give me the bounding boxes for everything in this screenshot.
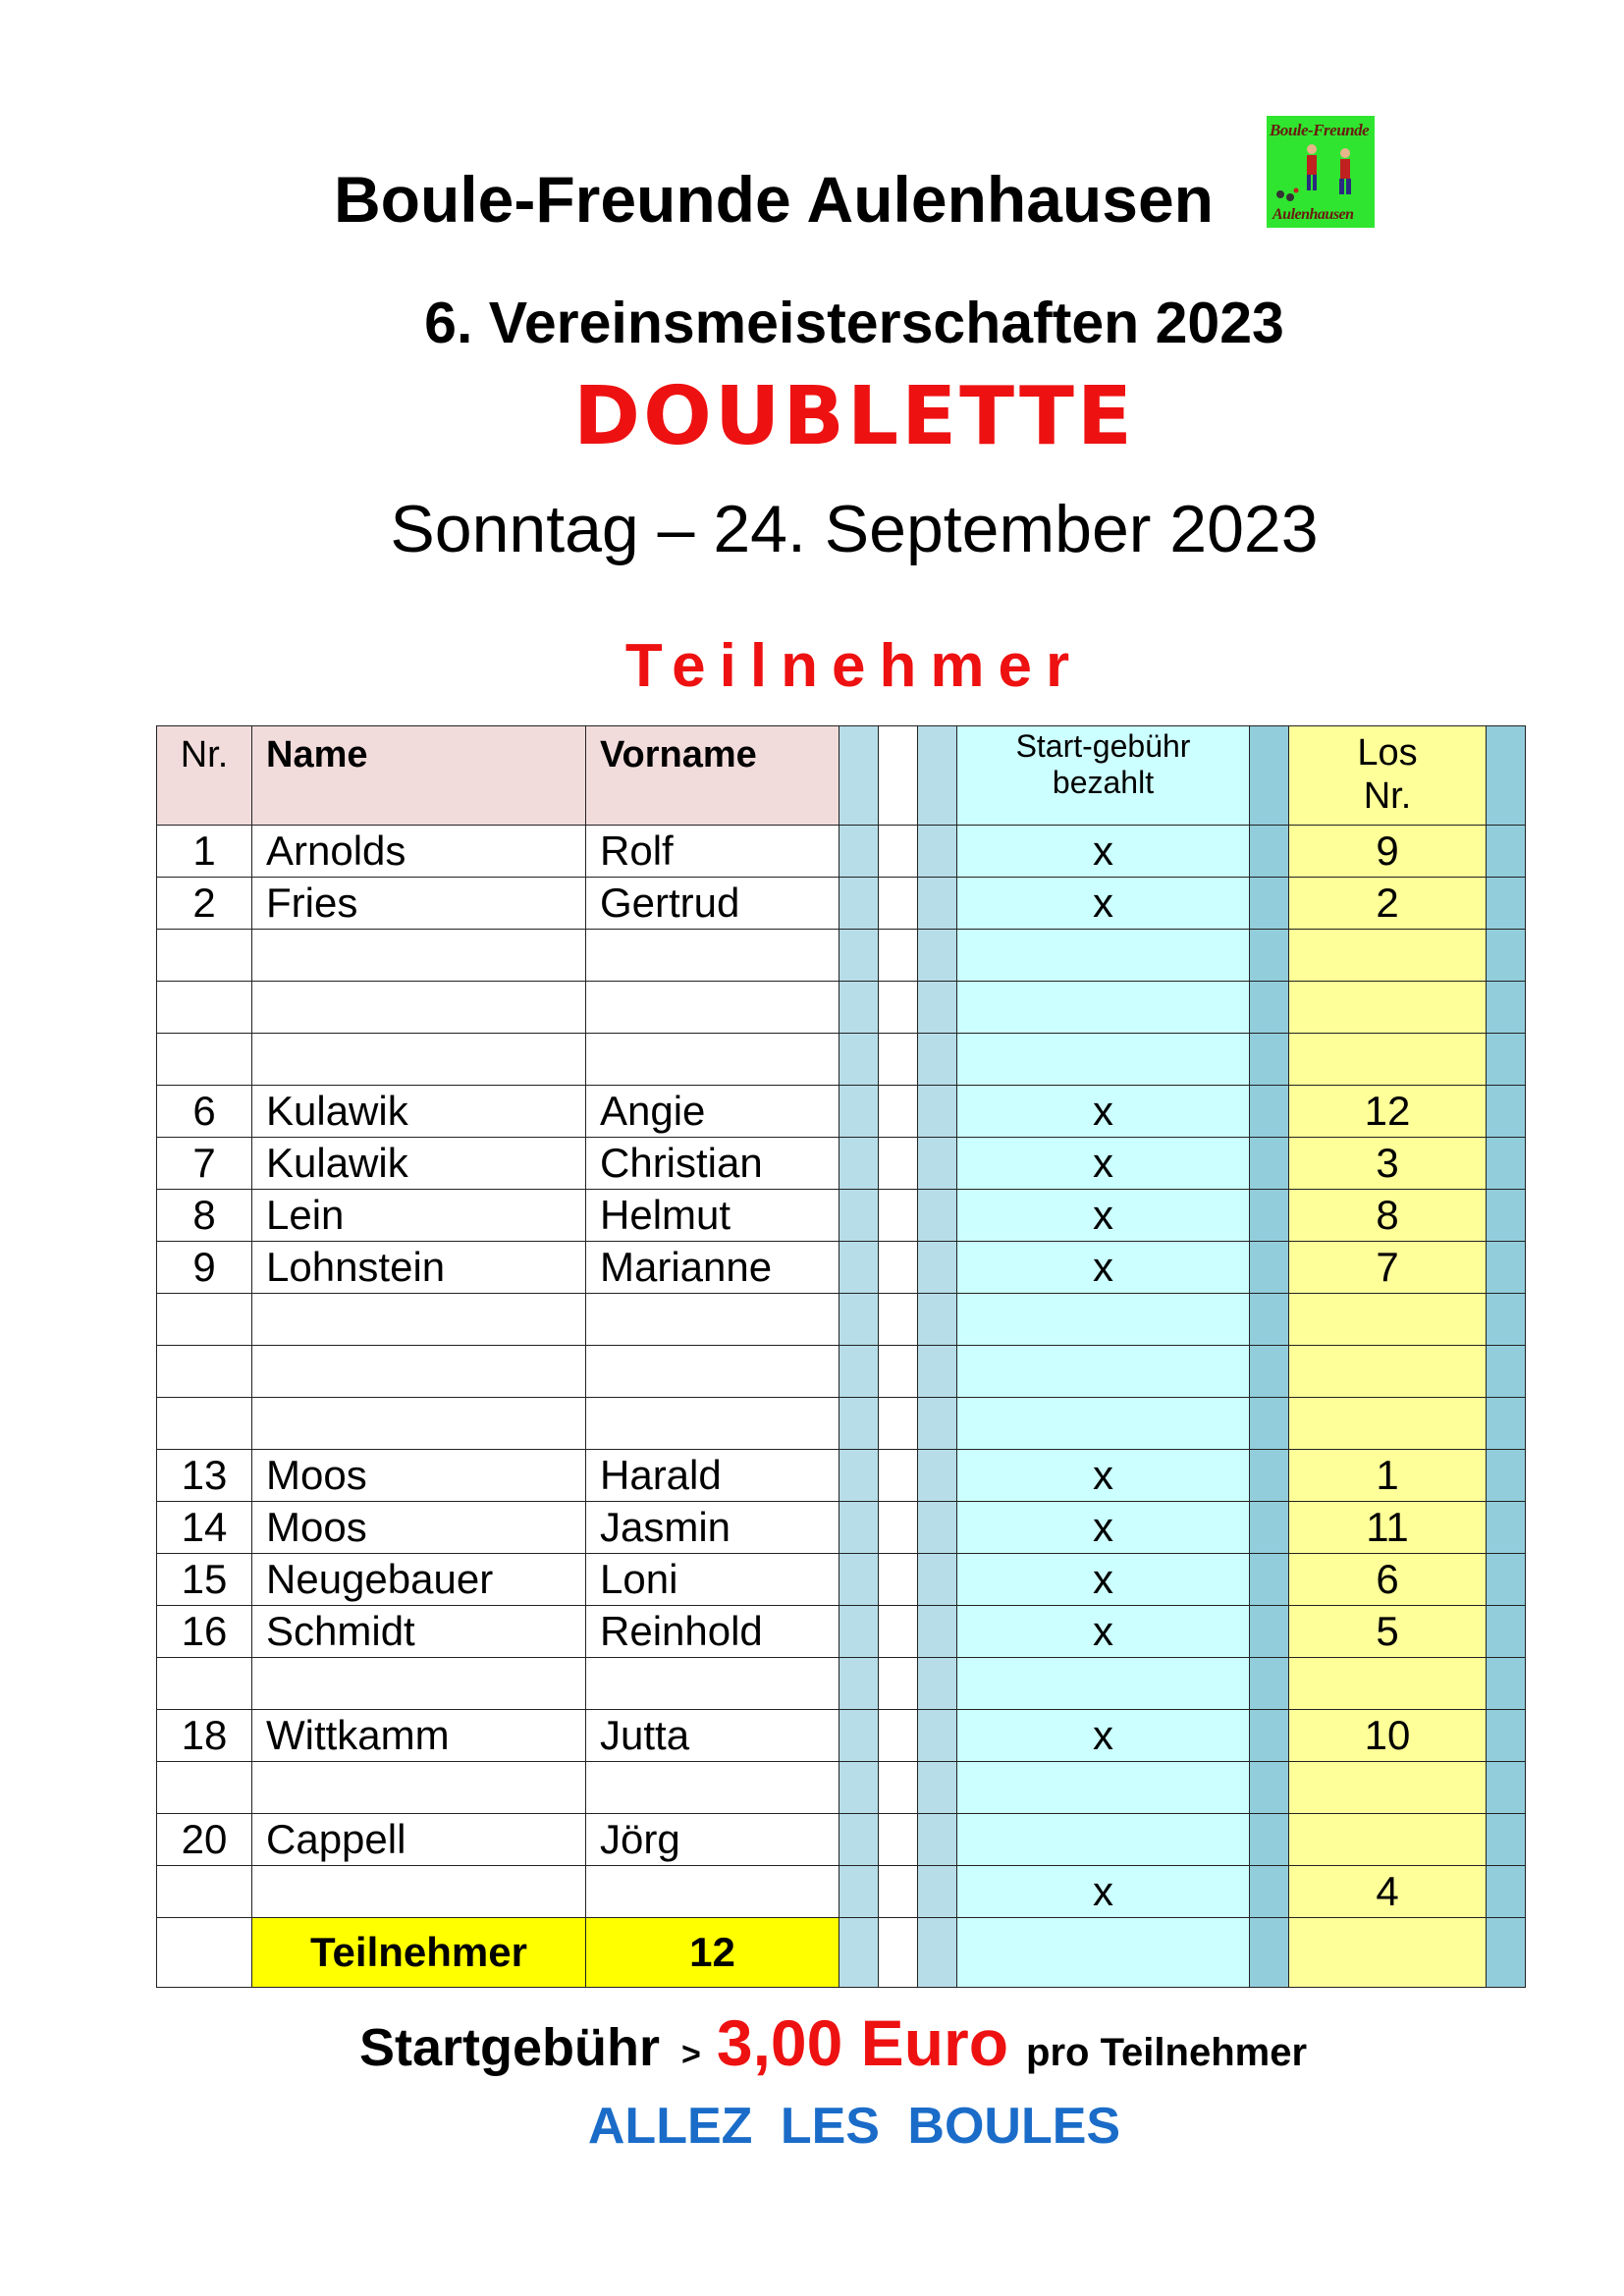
row-name xyxy=(252,1346,586,1398)
spacer-cell xyxy=(1250,930,1289,982)
row-los: 9 xyxy=(1289,826,1487,878)
footer-participants-count: 12 xyxy=(586,1918,839,1988)
row-los: 8 xyxy=(1289,1190,1487,1242)
row-bezahlt: x xyxy=(957,1242,1250,1294)
row-vorname xyxy=(586,1398,839,1450)
footer-los-cell xyxy=(1289,1918,1487,1988)
row-los xyxy=(1289,1034,1487,1086)
row-nr: 1 xyxy=(157,826,252,878)
row-vorname xyxy=(586,982,839,1034)
row-los: 7 xyxy=(1289,1242,1487,1294)
spacer-cell xyxy=(1487,1086,1526,1138)
row-bezahlt: x xyxy=(957,1554,1250,1606)
spacer-cell xyxy=(1487,1450,1526,1502)
table-row xyxy=(157,1710,1526,1762)
fee-amount: 3,00 Euro xyxy=(716,2006,1009,2079)
spacer-cell xyxy=(918,1658,957,1710)
row-vorname: Jasmin xyxy=(586,1502,839,1554)
row-vorname: Gertrud xyxy=(586,878,839,930)
row-name: Neugebauer xyxy=(252,1554,586,1606)
spacer-cell xyxy=(1250,1398,1289,1450)
row-bezahlt: x xyxy=(957,878,1250,930)
spacer-cell xyxy=(1250,1918,1289,1988)
spacer-cell xyxy=(839,1554,879,1606)
spacer-cell xyxy=(1487,1346,1526,1398)
table-footer-row xyxy=(157,1918,1526,1988)
table-row xyxy=(157,1346,1526,1398)
spacer-cell xyxy=(879,878,918,930)
row-bezahlt xyxy=(957,930,1250,982)
row-vorname: Rolf xyxy=(586,826,839,878)
row-name: Schmidt xyxy=(252,1606,586,1658)
spacer-cell xyxy=(1250,1346,1289,1398)
spacer-cell xyxy=(1487,1606,1526,1658)
spacer-cell xyxy=(1250,1814,1289,1866)
row-vorname: Jutta xyxy=(586,1710,839,1762)
spacer-cell xyxy=(918,1346,957,1398)
participants-table xyxy=(156,725,1526,1988)
table-row xyxy=(157,1450,1526,1502)
spacer-cell xyxy=(918,1762,957,1814)
row-bezahlt: x xyxy=(957,1866,1250,1918)
header-nr: Nr. xyxy=(157,726,252,826)
spacer-cell xyxy=(1250,1086,1289,1138)
spacer-cell xyxy=(879,1606,918,1658)
row-bezahlt xyxy=(957,1658,1250,1710)
footer-bezahlt-cell xyxy=(957,1918,1250,1988)
spacer-cell xyxy=(839,1138,879,1190)
spacer-cell xyxy=(879,1242,918,1294)
row-bezahlt: x xyxy=(957,1606,1250,1658)
spacer-cell xyxy=(1487,982,1526,1034)
row-bezahlt xyxy=(957,1762,1250,1814)
spacer-cell xyxy=(839,930,879,982)
row-bezahlt xyxy=(957,1034,1250,1086)
spacer-cell xyxy=(918,930,957,982)
spacer-cell xyxy=(1487,1918,1526,1988)
spacer-cell xyxy=(879,1086,918,1138)
club-logo xyxy=(1267,116,1375,228)
spacer-cell xyxy=(1487,1554,1526,1606)
row-nr xyxy=(157,1034,252,1086)
row-nr: 20 xyxy=(157,1814,252,1866)
spacer-cell xyxy=(1487,1034,1526,1086)
row-nr: 15 xyxy=(157,1554,252,1606)
row-bezahlt xyxy=(957,1346,1250,1398)
spacer-cell xyxy=(839,1450,879,1502)
row-vorname: Reinhold xyxy=(586,1606,839,1658)
spacer-cell xyxy=(918,1502,957,1554)
row-nr xyxy=(157,1346,252,1398)
row-name xyxy=(252,1294,586,1346)
spacer-cell xyxy=(839,1762,879,1814)
row-nr: 14 xyxy=(157,1502,252,1554)
spacer-cell xyxy=(1250,1866,1289,1918)
table-row xyxy=(157,1294,1526,1346)
row-vorname: Loni xyxy=(586,1554,839,1606)
fee-line xyxy=(359,2005,1307,2080)
row-name: Lein xyxy=(252,1190,586,1242)
spacer-cell xyxy=(918,1710,957,1762)
spacer-cell xyxy=(1250,726,1289,826)
row-los: 5 xyxy=(1289,1606,1487,1658)
row-bezahlt: x xyxy=(957,826,1250,878)
spacer-cell xyxy=(1487,1242,1526,1294)
row-nr: 9 xyxy=(157,1242,252,1294)
row-los: 3 xyxy=(1289,1138,1487,1190)
spacer-cell xyxy=(1250,878,1289,930)
spacer-cell xyxy=(918,1606,957,1658)
fee-suffix: pro Teilnehmer xyxy=(1026,2031,1308,2074)
row-los: 12 xyxy=(1289,1086,1487,1138)
footer-empty-cell xyxy=(157,1918,252,1988)
row-bezahlt xyxy=(957,982,1250,1034)
row-nr xyxy=(157,1658,252,1710)
logo-bottom-text: Aulenhausen xyxy=(1272,206,1354,223)
spacer-cell xyxy=(879,1814,918,1866)
spacer-cell xyxy=(1487,1138,1526,1190)
row-nr xyxy=(157,1866,252,1918)
spacer-cell xyxy=(918,1814,957,1866)
spacer-cell xyxy=(1250,1658,1289,1710)
row-vorname xyxy=(586,1658,839,1710)
spacer-cell xyxy=(839,1502,879,1554)
row-name: Moos xyxy=(252,1502,586,1554)
spacer-cell xyxy=(839,982,879,1034)
spacer-cell xyxy=(1250,1450,1289,1502)
spacer-cell xyxy=(839,1294,879,1346)
spacer-cell xyxy=(1250,982,1289,1034)
spacer-cell xyxy=(1487,1762,1526,1814)
spacer-cell xyxy=(1250,1294,1289,1346)
club-title: Boule-Freunde Aulenhausen xyxy=(334,163,1214,236)
spacer-cell xyxy=(839,878,879,930)
spacer-cell xyxy=(1250,1762,1289,1814)
spacer-cell xyxy=(918,1086,957,1138)
spacer-cell xyxy=(839,1242,879,1294)
header-name: Name xyxy=(252,726,586,826)
table-row xyxy=(157,1606,1526,1658)
spacer-cell xyxy=(839,1398,879,1450)
spacer-cell xyxy=(839,1086,879,1138)
row-bezahlt: x xyxy=(957,1190,1250,1242)
header-los-line2: Nr. xyxy=(1363,774,1412,817)
spacer-cell xyxy=(1250,1554,1289,1606)
row-vorname xyxy=(586,1762,839,1814)
footer-participants-label: Teilnehmer xyxy=(252,1918,586,1988)
spacer-cell xyxy=(918,982,957,1034)
row-bezahlt xyxy=(957,1398,1250,1450)
discipline-title: DOUBLETTE xyxy=(573,370,1135,463)
row-vorname xyxy=(586,1346,839,1398)
row-name: Fries xyxy=(252,878,586,930)
row-nr: 18 xyxy=(157,1710,252,1762)
spacer-cell xyxy=(879,1346,918,1398)
table-row xyxy=(157,826,1526,878)
spacer-cell xyxy=(879,1866,918,1918)
spacer-cell xyxy=(1250,1190,1289,1242)
table-row xyxy=(157,1190,1526,1242)
spacer-cell xyxy=(839,1658,879,1710)
spacer-cell xyxy=(1250,1710,1289,1762)
spacer-cell xyxy=(918,1242,957,1294)
section-title: Teilnehmer xyxy=(624,632,1084,700)
row-bezahlt: x xyxy=(957,1450,1250,1502)
spacer-cell xyxy=(879,930,918,982)
spacer-cell xyxy=(1250,1242,1289,1294)
spacer-cell xyxy=(1487,1294,1526,1346)
spacer-cell xyxy=(1487,1502,1526,1554)
row-los: 11 xyxy=(1289,1502,1487,1554)
spacer-cell xyxy=(918,1138,957,1190)
spacer-cell xyxy=(1487,1190,1526,1242)
spacer-cell xyxy=(1487,1710,1526,1762)
spacer-cell xyxy=(879,1450,918,1502)
spacer-cell xyxy=(879,1658,918,1710)
row-bezahlt xyxy=(957,1814,1250,1866)
table-row xyxy=(157,982,1526,1034)
row-name: Kulawik xyxy=(252,1138,586,1190)
spacer-cell xyxy=(918,1034,957,1086)
motto: ALLEZ LES BOULES xyxy=(587,2098,1121,2155)
row-name xyxy=(252,1398,586,1450)
spacer-cell xyxy=(1250,1138,1289,1190)
row-name: Lohnstein xyxy=(252,1242,586,1294)
row-los xyxy=(1289,982,1487,1034)
row-bezahlt xyxy=(957,1294,1250,1346)
row-nr xyxy=(157,1294,252,1346)
row-los: 6 xyxy=(1289,1554,1487,1606)
row-los xyxy=(1289,1346,1487,1398)
spacer-cell xyxy=(1250,826,1289,878)
row-name: Arnolds xyxy=(252,826,586,878)
spacer-cell xyxy=(1250,1606,1289,1658)
spacer-cell xyxy=(879,1190,918,1242)
spacer-cell xyxy=(918,1918,957,1988)
row-vorname: Helmut xyxy=(586,1190,839,1242)
row-los xyxy=(1289,1294,1487,1346)
row-los: 4 xyxy=(1289,1866,1487,1918)
spacer-cell xyxy=(1487,1398,1526,1450)
row-name: Cappell xyxy=(252,1814,586,1866)
row-name xyxy=(252,930,586,982)
event-date: Sonntag – 24. September 2023 xyxy=(390,492,1319,566)
spacer-cell xyxy=(918,1450,957,1502)
header-los xyxy=(1289,726,1487,826)
table-row xyxy=(157,1138,1526,1190)
row-los: 1 xyxy=(1289,1450,1487,1502)
header-vorname: Vorname xyxy=(586,726,839,826)
event-title: 6. Vereinsmeisterschaften 2023 xyxy=(424,291,1284,355)
spacer-cell xyxy=(839,826,879,878)
row-nr: 8 xyxy=(157,1190,252,1242)
spacer-cell xyxy=(879,1710,918,1762)
spacer-cell xyxy=(1487,726,1526,826)
spacer-cell xyxy=(918,878,957,930)
table-row xyxy=(157,1398,1526,1450)
row-los xyxy=(1289,1398,1487,1450)
row-name xyxy=(252,1658,586,1710)
spacer-cell xyxy=(879,1034,918,1086)
spacer-cell xyxy=(839,1814,879,1866)
row-bezahlt: x xyxy=(957,1086,1250,1138)
header-los-line1: Los xyxy=(1357,732,1418,774)
spacer-cell xyxy=(1487,1814,1526,1866)
row-los xyxy=(1289,1658,1487,1710)
row-nr: 2 xyxy=(157,878,252,930)
header-startgebuehr-line1: Start-gebühr xyxy=(1015,728,1191,764)
spacer-cell xyxy=(879,1762,918,1814)
row-los: 2 xyxy=(1289,878,1487,930)
row-name: Wittkamm xyxy=(252,1710,586,1762)
table-header-row xyxy=(157,726,1526,826)
row-los xyxy=(1289,1762,1487,1814)
spacer-cell xyxy=(879,1502,918,1554)
spacer-cell xyxy=(918,1190,957,1242)
row-vorname xyxy=(586,1866,839,1918)
row-nr xyxy=(157,1762,252,1814)
table-row xyxy=(157,930,1526,982)
row-nr: 7 xyxy=(157,1138,252,1190)
row-name: Moos xyxy=(252,1450,586,1502)
table-row xyxy=(157,1034,1526,1086)
row-name: Kulawik xyxy=(252,1086,586,1138)
spacer-cell xyxy=(879,1398,918,1450)
header-startgebuehr-line2: bezahlt xyxy=(1052,764,1155,800)
row-nr: 16 xyxy=(157,1606,252,1658)
row-vorname xyxy=(586,930,839,982)
row-nr xyxy=(157,1398,252,1450)
fee-arrow: > xyxy=(681,2036,701,2073)
spacer-cell xyxy=(1487,930,1526,982)
table-row xyxy=(157,1658,1526,1710)
spacer-cell xyxy=(1250,1034,1289,1086)
row-vorname: Christian xyxy=(586,1138,839,1190)
logo-top-text: Boule-Freunde xyxy=(1270,121,1370,139)
row-bezahlt: x xyxy=(957,1138,1250,1190)
spacer-cell xyxy=(1487,1658,1526,1710)
spacer-cell xyxy=(839,1606,879,1658)
row-nr: 13 xyxy=(157,1450,252,1502)
fee-label: Startgebühr xyxy=(359,2018,661,2077)
spacer-cell xyxy=(879,826,918,878)
row-name xyxy=(252,1762,586,1814)
table-row xyxy=(157,1242,1526,1294)
spacer-cell xyxy=(918,1398,957,1450)
spacer-cell xyxy=(879,1554,918,1606)
spacer-cell xyxy=(839,726,879,826)
table-row xyxy=(157,1554,1526,1606)
row-los xyxy=(1289,930,1487,982)
spacer-cell xyxy=(839,1346,879,1398)
table-row xyxy=(157,1086,1526,1138)
spacer-cell xyxy=(839,1710,879,1762)
row-vorname: Marianne xyxy=(586,1242,839,1294)
row-name xyxy=(252,1866,586,1918)
spacer-cell xyxy=(879,1294,918,1346)
table-row xyxy=(157,878,1526,930)
row-vorname: Angie xyxy=(586,1086,839,1138)
header-startgebuehr xyxy=(957,726,1250,826)
spacer-cell xyxy=(1250,1502,1289,1554)
spacer-cell xyxy=(839,1866,879,1918)
spacer-cell xyxy=(918,726,957,826)
spacer-cell xyxy=(879,1138,918,1190)
spacer-cell xyxy=(918,1294,957,1346)
table-row xyxy=(157,1866,1526,1918)
row-nr xyxy=(157,982,252,1034)
row-vorname: Harald xyxy=(586,1450,839,1502)
row-nr: 6 xyxy=(157,1086,252,1138)
row-vorname xyxy=(586,1034,839,1086)
spacer-cell xyxy=(879,726,918,826)
row-vorname xyxy=(586,1294,839,1346)
spacer-cell xyxy=(918,1866,957,1918)
row-los: 10 xyxy=(1289,1710,1487,1762)
spacer-cell xyxy=(839,1918,879,1988)
spacer-cell xyxy=(1487,878,1526,930)
row-bezahlt: x xyxy=(957,1502,1250,1554)
table-row xyxy=(157,1814,1526,1866)
spacer-cell xyxy=(879,1918,918,1988)
spacer-cell xyxy=(1487,1866,1526,1918)
row-name xyxy=(252,1034,586,1086)
row-nr xyxy=(157,930,252,982)
spacer-cell xyxy=(918,826,957,878)
row-bezahlt: x xyxy=(957,1710,1250,1762)
row-los xyxy=(1289,1814,1487,1866)
table-row xyxy=(157,1502,1526,1554)
spacer-cell xyxy=(918,1554,957,1606)
spacer-cell xyxy=(839,1034,879,1086)
spacer-cell xyxy=(839,1190,879,1242)
row-vorname: Jörg xyxy=(586,1814,839,1866)
row-name xyxy=(252,982,586,1034)
spacer-cell xyxy=(879,982,918,1034)
spacer-cell xyxy=(1487,826,1526,878)
table-row xyxy=(157,1762,1526,1814)
